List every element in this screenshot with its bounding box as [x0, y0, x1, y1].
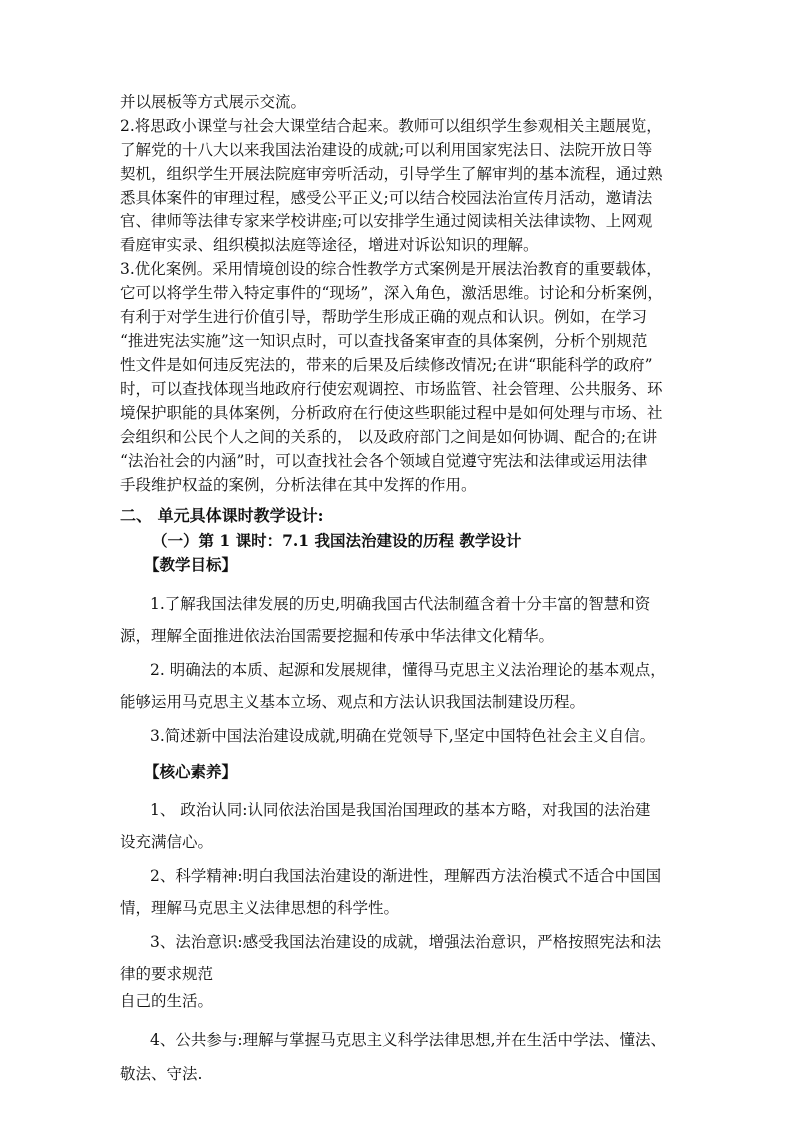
objective-line: 源，理解全面推进依法治国需要挖掘和传承中华法律文化精华。 [120, 627, 555, 645]
paragraph-line: 性文件是如何违反宪法的，带来的后果及后续修改情况;在讲“职能科学的政府” [120, 356, 653, 374]
literacy-heading: 【核心素养】 [144, 762, 238, 781]
objectives-heading: 【教学目标】 [144, 555, 238, 574]
paragraph-line: 悉具体案件的审理过程，感受公平正义;可以结合校园法治宣传月活动，邀请法 [120, 189, 653, 207]
paragraph-line: 3.优化案例。采用情境创设的综合性教学方式案例是开展法治教育的重要载体， [120, 260, 662, 278]
paragraph-line: “法治社会的内涵”时，可以查找社会各个领域自觉遵守宪法和法律或运用法律 [120, 452, 648, 470]
paragraph-line: 2.将思政小课堂与社会大课堂结合起来。教师可以组织学生参观相关主题展览， [120, 117, 662, 135]
lesson-title: （一）第 1 课时：7.1 我国法治建设的历程 教学设计 [152, 531, 522, 550]
literacy-line: 3、法治意识:感受我国法治建设的成就，增强法治意识，严格按照宪法和法 [150, 933, 662, 951]
literacy-line: 情，理解马克思主义法律思想的科学性。 [120, 899, 400, 917]
paragraph-line: “推进宪法实施”这一知识点时，可以查找备案审查的具体案例，分析个别规范 [120, 332, 648, 350]
objective-line: 3.简述新中国法治建设成就,明确在党领导下,坚定中国特色社会主义自信。 [150, 727, 656, 745]
paragraph-line: 看庭审实录、组织模拟法庭等途径，增进对诉讼知识的理解。 [120, 236, 539, 254]
literacy-line: 律的要求规范 [120, 965, 214, 983]
paragraph-line: 境保护职能的具体案例，分析政府在行使这些职能过程中是如何处理与市场、社 [120, 404, 663, 422]
paragraph-line: 并以展板等方式展示交流。 [120, 93, 307, 111]
paragraph-line: 有利于对学生进行价值引导，帮助学生形成正确的观点和认识。例如，在学习 [120, 308, 648, 326]
objective-line: 1.了解我国法律发展的历史,明确我国古代法制蕴含着十分丰富的智慧和资 [150, 595, 651, 613]
literacy-line: 敬法、守法. [120, 1065, 203, 1083]
paragraph-line: 官、律师等法律专家来学校讲座;可以安排学生通过阅读相关法律读物、上网观 [120, 212, 653, 230]
literacy-line: 4、公共参与:理解与掌握马克思主义科学法律思想,并在生活中学法、懂法、 [150, 1031, 667, 1049]
paragraph-line: 会组织和公民个人之间的关系的， 以及政府部门之间是如何协调、配合的;在讲 [120, 428, 658, 446]
objective-line: 2. 明确法的本质、起源和发展规律，懂得马克思主义法治理论的基本观点， [150, 661, 666, 679]
section-heading: 二、 单元具体课时教学设计: [120, 506, 324, 525]
paragraph-line: 了解党的十八大以来我国法治建设的成就;可以利用国家宪法日、法院开放日等 [120, 141, 653, 159]
literacy-line: 1、 政治认同:认同依法治国是我国治国理政的基本方略，对我国的法治建 [150, 801, 651, 819]
literacy-line: 设充满信心。 [120, 833, 214, 851]
paragraph-line: 手段维护权益的案例，分析法律在其中发挥的作用。 [120, 476, 477, 494]
objective-line: 能够运用马克思主义基本立场、观点和方法认识我国法制建设历程。 [120, 693, 586, 711]
literacy-line: 2、科学精神:明白我国法治建设的渐进性，理解西方法治模式不适合中国国 [150, 867, 662, 885]
literacy-line: 自己的生活。 [120, 992, 214, 1010]
paragraph-line: 契机，组织学生开展法院庭审旁听活动，引导学生了解审判的基本流程，通过熟 [120, 165, 663, 183]
paragraph-line: 时，可以查找体现当地政府行使宏观调控、市场监管、社会管理、公共服务、环 [120, 380, 663, 398]
paragraph-line: 它可以将学生带入特定事件的“现场”，深入角色，激活思维。讨论和分析案例， [120, 284, 663, 302]
